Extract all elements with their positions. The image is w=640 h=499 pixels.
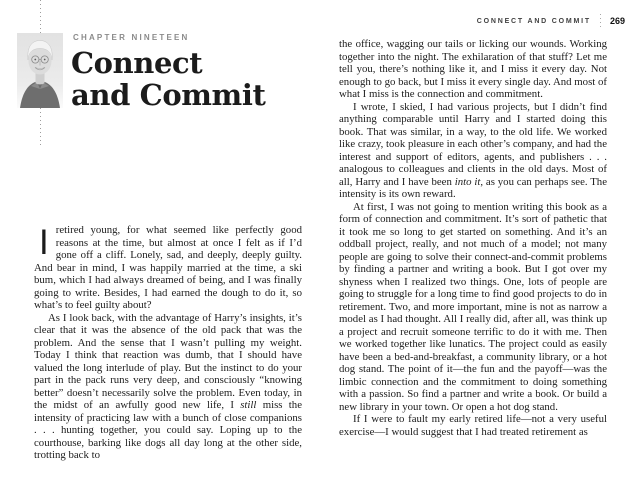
chapter-title-line2: and Commit [71, 78, 266, 112]
right-page-text-column [339, 38, 607, 438]
running-header [477, 13, 625, 29]
paragraph [34, 312, 302, 462]
chapter-title [71, 47, 265, 111]
drop-cap-initial: I [39, 223, 49, 262]
running-header-title: CONNECT AND COMMIT [476, 17, 591, 25]
paragraph [339, 38, 607, 101]
left-page-text-column [34, 224, 302, 462]
body-text: As I look back, with the advantage of Harry’s insights, it’s clear that it was the absence of the old pack that was the problem. And the sense that I wasn’t pulling my weight. Today I think that reaction was dumb, that I should have valued the long interlude of play. But the instinct to do your part in the pack runs very deep, and consciously “knowing better” doesn’t necessarily solve the problem. Even today, in the midst of an awfully good new life, I [34, 311, 302, 411]
header-dotted-divider [600, 14, 601, 28]
body-text: I wrote, I skied, I had various projects, but I didn’t find anything comparable until Harry and I started doing this book. That was similar, in a way, to the old life. We worked like crazy, took pleasure in each other’s company, and had the interest and support of editors, agents, and publishers . . . analogous to colleagues and clients in the old days. Most of all, Harry and I have been [339, 100, 607, 188]
body-text: retired young, for what seemed like perfectly good reasons at the time, but almost at once I felt as if I’d gone off a cliff. Lonely, sad, and deeply, deeply guilty. And bear in mind, I was happily married at the time, a ski bum, which I had always dreamed of being, and I was finally going to write. Besides, I had earned the dough to do it, so what’s to feel guilty about? [34, 224, 302, 311]
chapter-label: CHAPTER NINETEEN [73, 33, 190, 42]
body-text: miss the intensity of practicing law with a bunch of close companions . . . hunting together, you could say. Loping up to the courthouse, barking like dogs all day long at the other side, trotting back to [34, 399, 302, 461]
paragraph [34, 224, 302, 312]
body-text: At first, I was not going to mention writing this book as a form of connection and commitment. It’s sort of pathetic that it took me so long to get started on something. And it’s an oddball project, really, and not much of a model; not many people are going to solve their connect-and-commit problems by finding a partner and writing a book. But I got over my shyness when I realized two things. One, lots of people are going to struggle for a long time to find good projects to do in retirement. Two, and more important, mine is not as narrow a model as I had thought. All I really did, after all, was think up a project and recruit someone terrific to do it with me. Then we worked together like lunatics. The project could as easily have been a bed-and-breakfast, a community library, or a hot dog stand. The point of it—the fun and the payoff—was the limbic connection and the commitment to doing something with a passion. So find a partner and write a book. Or build a new library in your town. Or open a hot dog stand. [339, 200, 607, 413]
body-text: If I were to fault my early retired life—not a very useful exercise—I would suggest that I had treated retirement as [339, 413, 607, 438]
paragraph [339, 201, 607, 414]
author-portrait-icon [17, 33, 63, 108]
paragraph [339, 413, 607, 438]
italic-text: into it [454, 175, 481, 188]
right-page [320, 0, 640, 499]
page-number: 269 [609, 16, 625, 26]
body-text: the office, wagging our tails or licking our wounds. Working together into the night. The exhilaration of that stuff? Let me tell you, there’s nothing like it, and I miss it every day. Not enough to go back, but I miss it every single day. And most of what I miss is the connection and commitment. [339, 38, 607, 100]
author-photo [17, 33, 63, 108]
body-text: , as you can perhaps see. The intensity is its own reward. [339, 175, 607, 200]
italic-text: still [240, 399, 257, 411]
chapter-title-line1: Connect [71, 46, 203, 80]
paragraph [339, 101, 607, 201]
